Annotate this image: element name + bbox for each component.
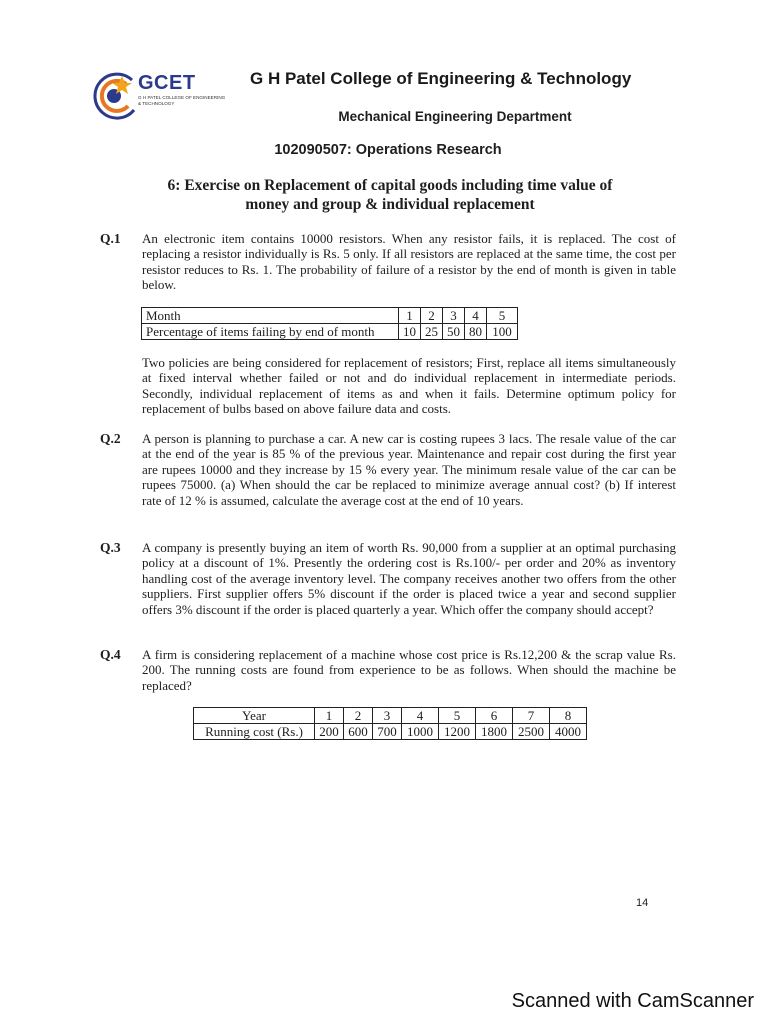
table-cell: 2 — [421, 308, 443, 324]
logo-subtext: G H PATEL COLLEGE OF ENGINEERING & TECHNOLOGY — [138, 95, 226, 106]
logo-wordmark: GCET — [138, 72, 196, 94]
table-cell-label: Running cost (Rs.) — [194, 724, 315, 740]
table-cell: 6 — [476, 708, 513, 724]
table-cell: 1 — [315, 708, 344, 724]
table-row — [142, 308, 518, 324]
exercise-title-line-1: 6: Exercise on Replacement of capital goods including time value of — [167, 177, 613, 194]
table-cell: 8 — [550, 708, 587, 724]
table-row — [142, 324, 518, 340]
table-cell: 1 — [399, 308, 421, 324]
table-cell: 100 — [487, 324, 518, 340]
table-cell: 4 — [465, 308, 487, 324]
table-cell: 5 — [439, 708, 476, 724]
question-1-text: An electronic item contains 10000 resistors. When any resistor fails, it is replaced. The cost of replacing a resistor individually is Rs. 5 only. If all resistors are replaced at the same time, the cost per resistor reduces to Rs. 1. The probability of failure of a resistor by the end of month is given in table below. — [142, 231, 676, 293]
scanner-watermark: Scanned with CamScanner — [511, 990, 754, 1012]
question-number: Q.1 — [100, 231, 121, 246]
table-cell-label: Month — [142, 308, 399, 324]
running-cost-table — [193, 707, 587, 740]
page-number: 14 — [636, 897, 649, 909]
table-cell: 5 — [487, 308, 518, 324]
course-title: 102090507: Operations Research — [274, 142, 502, 158]
table-cell: 25 — [421, 324, 443, 340]
table-cell: 1200 — [439, 724, 476, 740]
table-row — [194, 708, 587, 724]
question-2-text: A person is planning to purchase a car. A new car is costing rupees 3 lacs. The resale value of the car at the end of the year is 85 % of the previous year. Maintenance and repair cost during the first year are rupees 10000 and they increase by 15 % every year. The minimum resale value of the car can be rupees 75000. (a) When should the car be replaced to minimize average annual cost? (b) If interest rate of 12 % is assumed, calculate the average cost at the end of 10 years. — [142, 431, 676, 508]
table-cell: 600 — [344, 724, 373, 740]
college-name: G H Patel College of Engineering & Technology — [250, 69, 632, 88]
table-cell: 80 — [465, 324, 487, 340]
table-cell: 10 — [399, 324, 421, 340]
table-cell: 1000 — [402, 724, 439, 740]
department-name: Mechanical Engineering Department — [338, 109, 572, 124]
table-cell: 7 — [513, 708, 550, 724]
table-cell: 50 — [443, 324, 465, 340]
question-3-text: A company is presently buying an item of worth Rs. 90,000 from a supplier at an optimal purchasing policy at a discount of 1%. Presently the ordering cost is Rs.100/- per order and 20% as inventory handling cost of the average inventory level. The company receives another two offers from the other suppliers. First supplier offers 5% discount if the order is placed twice a year and second supplier offers 3% discount if the order is placed quarterly a year. Which offer the company should accept? — [142, 540, 676, 617]
table-cell: 2 — [344, 708, 373, 724]
table-cell: 3 — [373, 708, 402, 724]
table-cell: 3 — [443, 308, 465, 324]
table-cell: 1800 — [476, 724, 513, 740]
table-cell: 4 — [402, 708, 439, 724]
table-cell-label: Year — [194, 708, 315, 724]
table-cell: 2500 — [513, 724, 550, 740]
exercise-title — [110, 176, 670, 214]
question-number: Q.3 — [100, 540, 121, 555]
failure-table — [141, 307, 518, 340]
question-number: Q.4 — [100, 647, 121, 662]
table-cell: 700 — [373, 724, 402, 740]
table-cell: 200 — [315, 724, 344, 740]
table-cell: 4000 — [550, 724, 587, 740]
question-1-policies-text: Two policies are being considered for replacement of resistors; First, replace all items simultaneously at fixed interval whether failed or not and do individual replacement in intermediate periods. Secondly, individual replacement of items as and when it fails. Determine optimum policy for replacement of bulbs based on above failure data and costs. — [142, 355, 676, 417]
exercise-title-line-2: money and group & individual replacement — [245, 196, 535, 213]
table-row — [194, 724, 587, 740]
question-number: Q.2 — [100, 431, 121, 446]
question-4-text: A firm is considering replacement of a machine whose cost price is Rs.12,200 & the scrap value Rs. 200. The running costs are found from experience to be as follows. When should the machine be replaced? — [142, 647, 676, 693]
table-cell-label: Percentage of items failing by end of month — [142, 324, 399, 340]
